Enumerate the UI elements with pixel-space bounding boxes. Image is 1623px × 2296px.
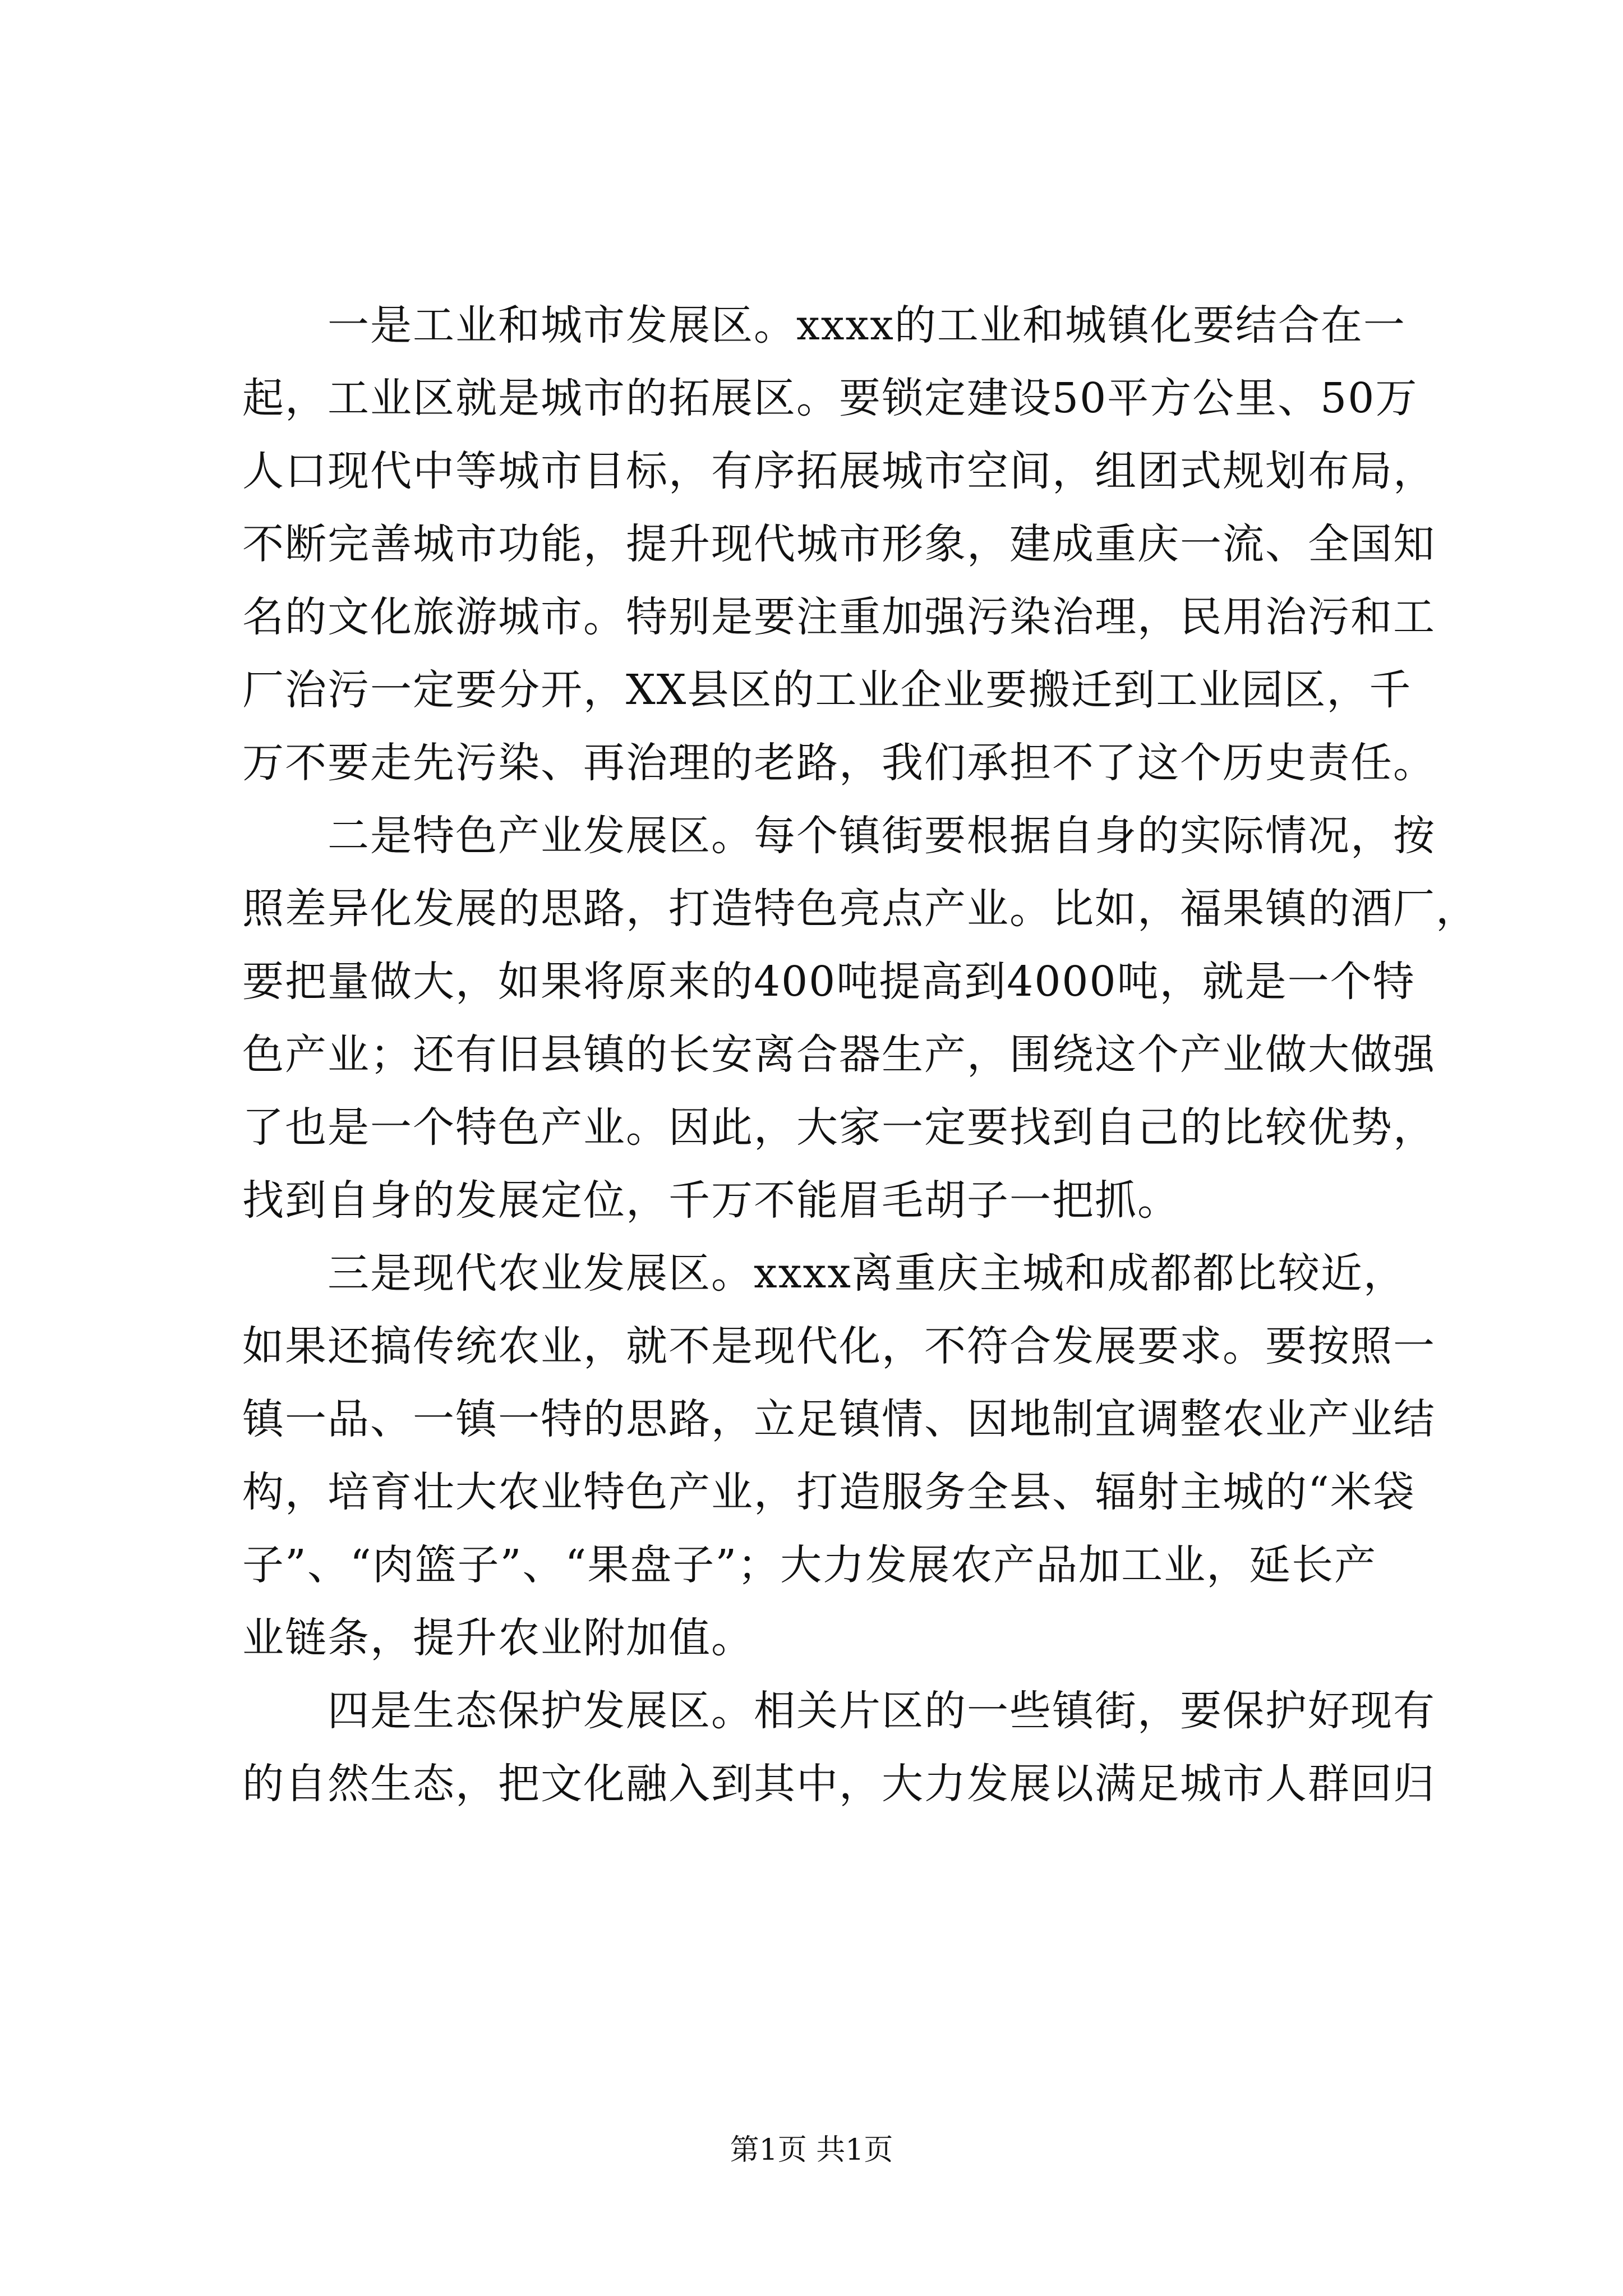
text-line-17: 构，培育壮大农业特色产业，打造服务全县、辐射主城的“米袋 [242, 1468, 1415, 1516]
text-line-2: 起，工业区就是城市的拓展区。要锁定建设50平方公里、50万 [242, 374, 1418, 422]
text-line-16: 镇一品、一镇一特的思路，立足镇情、因地制宜调整农业产业结 [242, 1395, 1436, 1443]
text-line-1: 一是工业和城市发展区。xxxx的工业和城镇化要结合在一 [242, 301, 1406, 349]
text-line-13: 找到自身的发展定位，千万不能眉毛胡子一把抓。 [242, 1176, 1180, 1225]
text-line-4: 不断完善城市功能，提升现代城市形象，建成重庆一流、全国知 [242, 520, 1436, 568]
text-line-18: 子”、“肉篮子”、“果盘子”；大力发展农产品加工业，延长产 [242, 1541, 1377, 1589]
page-footer: 第1页 共1页 [730, 2133, 893, 2167]
text-line-20: 四是生态保护发展区。相关片区的一些镇街，要保护好现有 [242, 1687, 1436, 1735]
text-line-10: 要把量做大，如果将原来的400吨提高到4000吨，就是一个特 [242, 958, 1415, 1006]
text-line-19: 业链条，提升农业附加值。 [242, 1614, 754, 1662]
text-line-5: 名的文化旅游城市。特别是要注重加强污染治理，民用治污和工 [242, 593, 1436, 641]
text-line-3: 人口现代中等城市目标，有序拓展城市空间，组团式规划布局， [242, 447, 1436, 495]
text-line-14: 三是现代农业发展区。xxxx离重庆主城和成都都比较近， [242, 1249, 1406, 1297]
text-line-21: 的自然生态，把文化融入到其中，大力发展以满足城市人群回归 [242, 1760, 1436, 1808]
text-line-15: 如果还搞传统农业，就不是现代化，不符合发展要求。要按照一 [242, 1322, 1436, 1370]
text-line-11: 色产业；还有旧县镇的长安离合器生产，围绕这个产业做大做强 [242, 1030, 1436, 1079]
text-line-6: 厂治污一定要分开，XX县区的工业企业要搬迁到工业园区，千 [242, 666, 1412, 714]
text-line-9: 照差异化发展的思路，打造特色亮点产业。比如，福果镇的酒厂， [242, 885, 1478, 933]
text-line-12: 了也是一个特色产业。因此，大家一定要找到自己的比较优势， [242, 1103, 1436, 1152]
text-line-8: 二是特色产业发展区。每个镇街要根据自身的实际情况，按 [242, 812, 1436, 860]
text-line-7: 万不要走先污染、再治理的老路，我们承担不了这个历史责任。 [242, 739, 1436, 787]
